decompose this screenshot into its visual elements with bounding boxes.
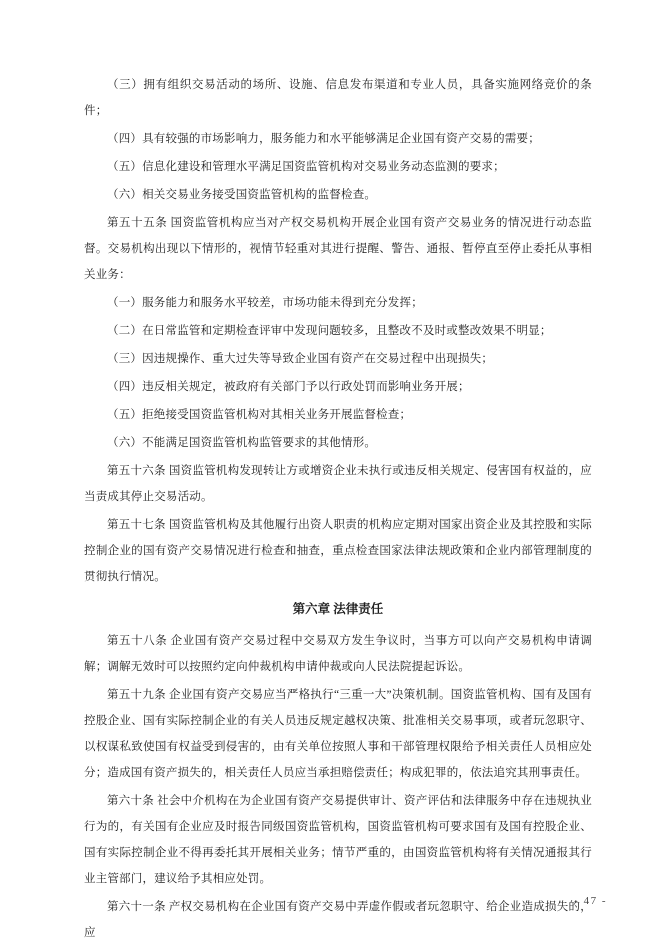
- paragraph: 第六十条 社会中介机构在为企业国有资产交易提供审计、资产评估和法律服务中存在违规执业行为的，有关国有企业应及时报告同级国资监管机构，国资监管机构可要求国有及国有控股企业、国有实际控制企业不得再委托其开展相关业务；情节严重的，由国资监管机构将有关情况通报其行业主管部门，建议给予其相应处罚。: [84, 795, 592, 885]
- document-body: [84, 72, 592, 939]
- paragraph: （五）信息化建设和管理水平满足国资监管机构对交易业务动态监测的要求；: [107, 161, 505, 173]
- paragraph: （四）违反相关规定，被政府有关部门予以行政处罚而影响业务开展；: [107, 381, 470, 393]
- paragraph: （一）服务能力和服务水平较差，市场功能未得到充分发挥；: [107, 297, 423, 309]
- chapter-heading: 第六章 法律责任: [292, 602, 384, 616]
- paragraph: （四）具有较强的市场影响力，服务能力和水平能够满足企业国有资产交易的需要；: [107, 133, 540, 145]
- paragraph: 第六十一条 产权交易机构在企业国有资产交易中弄虚作假或者玩忽职守、给企业造成损失的，应: [84, 901, 592, 939]
- paragraph: 第五十五条 国资监管机构应当对产权交易机构开展企业国有资产交易业务的情况进行动态监督。交易机构出现以下情形的，视情节轻重对其进行提醒、警告、通报、暂停直至停止委托从事相关业务：: [84, 217, 592, 281]
- paragraph: 第五十八条 企业国有资产交易过程中交易双方发生争议时，当事方可以向产交易机构申请调解；调解无效时可以按照约定向仲裁机构申请仲裁或向人民法院提起诉讼。: [84, 635, 592, 673]
- paragraph: （二）在日常监管和定期检查评审中发现问题较多，且整改不及时或整改效果不明显；: [107, 325, 552, 337]
- paragraph: 第五十六条 国资监管机构发现转让方或增资企业未执行或违反相关规定、侵害国有权益的，应当责成其停止交易活动。: [84, 465, 592, 503]
- paragraph: 第五十九条 企业国有资产交易应当严格执行“三重一大”决策机制。国资监管机构、国有及国有控股企业、国有实际控制企业的有关人员违反规定越权决策、批准相关交易事项，或者玩忽职守、以权谋私致使国有权益受到侵害的，由有关单位按照人事和干部管理权限给予相关责任人员相应处分；造成国有资产损失的，相关责任人员应当承担赔偿责任；构成犯罪的，依法追究其刑事责任。: [84, 689, 592, 779]
- paragraph: （三）因违规操作、重大过失等导致企业国有资产在交易过程中出现损失；: [107, 353, 494, 365]
- paragraph: （三）拥有组织交易活动的场所、设施、信息发布渠道和专业人员，具备实施网络竞价的条件；: [84, 79, 592, 117]
- page-number: - 47 -: [574, 895, 607, 907]
- paragraph: （五）拒绝接受国资监管机构对其相关业务开展监督检查；: [107, 409, 412, 421]
- paragraph: 第五十七条 国资监管机构及其他履行出资人职责的机构应定期对国家出资企业及其控股和实际控制企业的国有资产交易情况进行检查和抽查，重点检查国家法律法规政策和企业内部管理制度的贯彻执行情况。: [84, 519, 592, 583]
- paragraph: （六）相关交易业务接受国资监管机构的监督检查。: [107, 189, 377, 201]
- paragraph: （六）不能满足国资监管机构监管要求的其他情形。: [107, 437, 377, 449]
